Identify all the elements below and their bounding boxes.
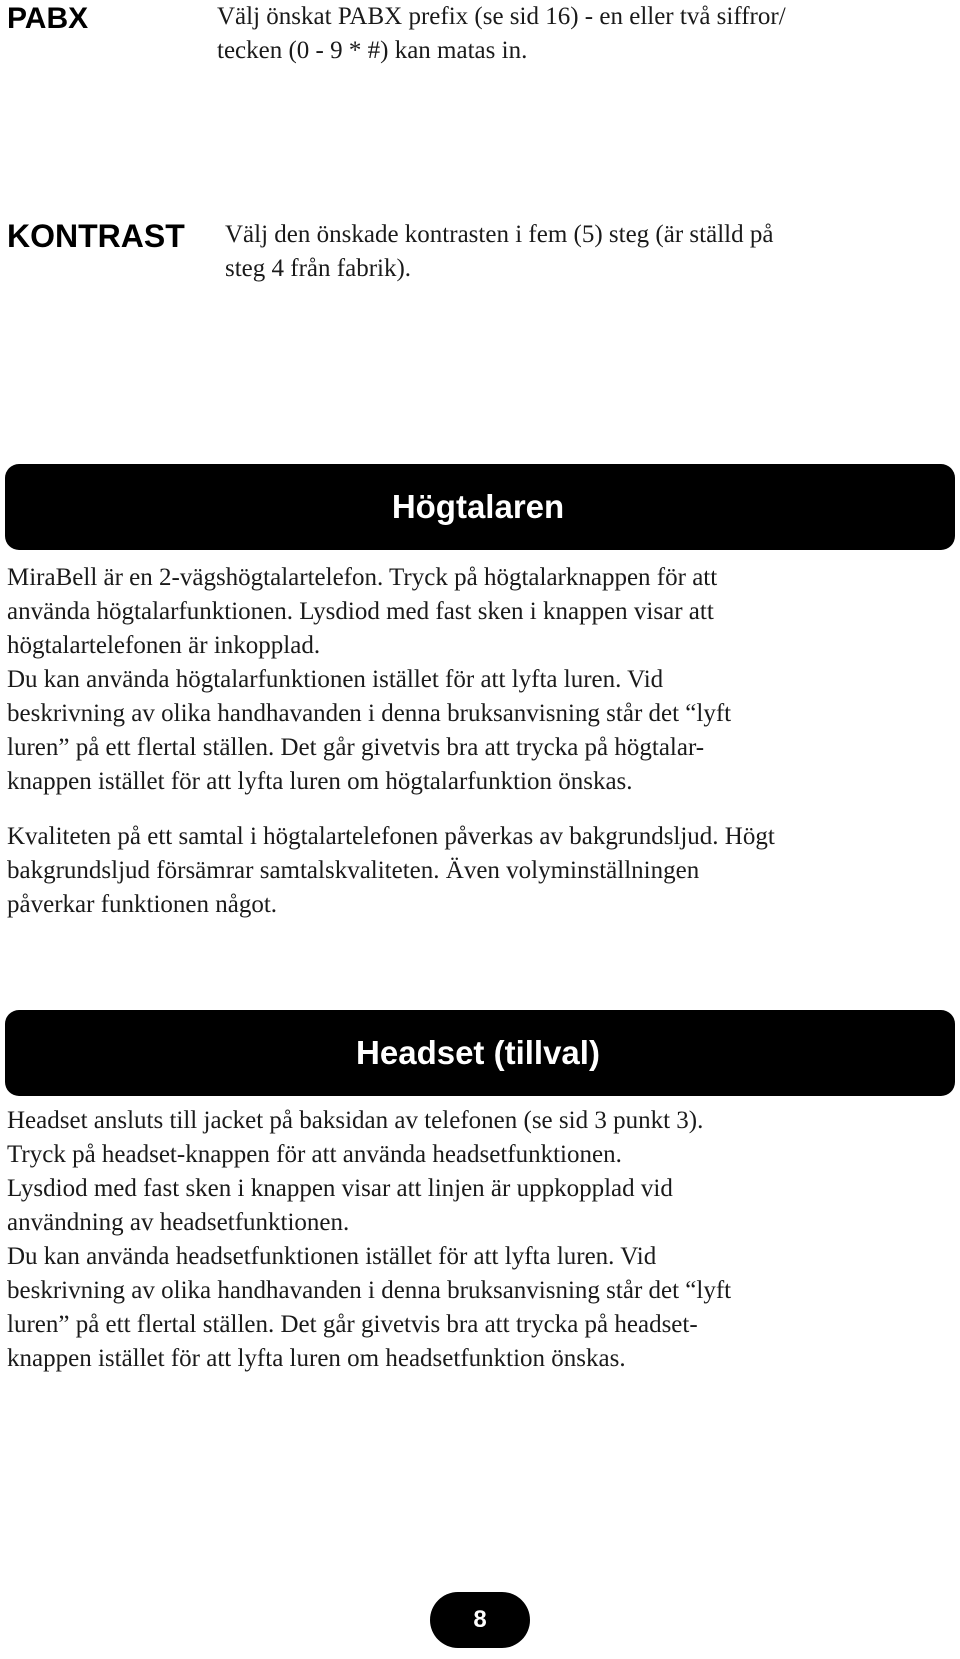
paragraph-line: beskrivning av olika handhavanden i denna bruksanvisning står det “lyft: [7, 1277, 732, 1304]
description-line: Välj önskat PABX prefix (se sid 16) - en eller två siffror/: [217, 3, 786, 30]
paragraph-line: påverkar funktionen något.: [7, 891, 278, 918]
paragraph-line: beskrivning av olika handhavanden i denna bruksanvisning står det “lyft: [7, 700, 732, 727]
section-banner-hogtalaren: [5, 464, 955, 550]
setting-term-pabx: PABX: [7, 2, 89, 35]
description-line: steg 4 från fabrik).: [225, 255, 412, 282]
page-number-badge: [430, 1592, 530, 1648]
section-banner-headset: [5, 1010, 955, 1096]
paragraph-line: luren” på ett flertal ställen. Det går givetvis bra att trycka på högtalar-: [7, 734, 705, 761]
paragraph-line: bakgrundsljud försämrar samtalskvaliteten. Även volyminställningen: [7, 857, 700, 884]
page-number: 8: [473, 1606, 487, 1633]
section-heading: Högtalaren: [391, 488, 565, 525]
section-heading: Headset (tillval): [356, 1034, 600, 1071]
paragraph-line: Tryck på headset-knappen för att använda headsetfunktionen.: [7, 1141, 622, 1168]
description-line: Välj den önskade kontrasten i fem (5) steg (är ställd på: [225, 221, 774, 248]
paragraph-line: knappen istället för att lyfta luren om headsetfunktion önskas.: [7, 1345, 626, 1372]
paragraph-line: Lysdiod med fast sken i knappen visar att linjen är uppkopplad vid: [7, 1175, 673, 1202]
paragraph-line: MiraBell är en 2-vägshögtalartelefon. Tryck på högtalarknappen för att: [7, 564, 718, 591]
paragraph-line: Du kan använda headsetfunktionen istället för att lyfta luren. Vid: [7, 1243, 657, 1270]
paragraph-line: knappen istället för att lyfta luren om högtalarfunktion önskas.: [7, 768, 633, 795]
section-paragraph: [7, 1104, 957, 1376]
section-paragraph: [7, 820, 957, 922]
paragraph-line: Du kan använda högtalarfunktionen istället för att lyfta luren. Vid: [7, 666, 664, 693]
paragraph-line: använda högtalarfunktionen. Lysdiod med fast sken i knappen visar att: [7, 598, 714, 625]
paragraph-line: Headset ansluts till jacket på baksidan av telefonen (se sid 3 punkt 3).: [7, 1107, 704, 1134]
setting-description-kontrast: [225, 218, 950, 286]
setting-term-kontrast: KONTRAST: [7, 218, 185, 254]
setting-description-pabx: [217, 0, 947, 68]
paragraph-line: högtalartelefonen är inkopplad.: [7, 632, 321, 659]
paragraph-line: Kvaliteten på ett samtal i högtalartelefonen påverkas av bakgrundsljud. Högt: [7, 823, 775, 850]
paragraph-line: användning av headsetfunktionen.: [7, 1209, 350, 1236]
description-line: tecken (0 - 9 * #) kan matas in.: [217, 37, 528, 64]
paragraph-line: luren” på ett flertal ställen. Det går givetvis bra att trycka på headset-: [7, 1311, 698, 1338]
section-paragraph: [7, 561, 957, 799]
